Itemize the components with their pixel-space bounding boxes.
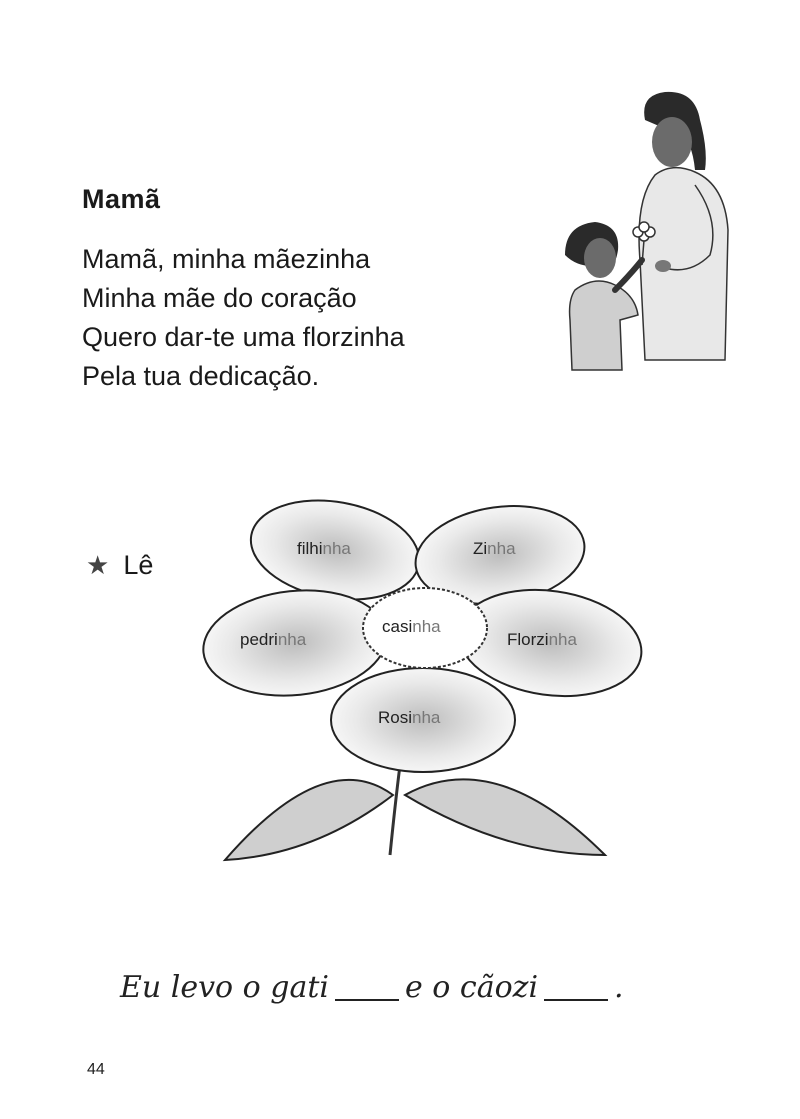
instruction-label: Lê: [123, 550, 154, 580]
leaf-left: [225, 780, 393, 860]
poem-text: [82, 240, 405, 396]
poem-line: Mamã, minha mãezinha: [82, 244, 371, 274]
poem-line: Minha mãe do coração: [82, 283, 357, 313]
petal-word: filhinha: [297, 539, 351, 558]
cursive-exercise: [120, 970, 720, 1030]
cursive-part-1: Eu levo o gati: [120, 970, 329, 1005]
word-flower: [195, 495, 655, 875]
poem-line: Pela tua dedicação.: [82, 361, 320, 391]
poem-line: Quero dar-te uma florzinha: [82, 322, 405, 352]
fill-blank-2[interactable]: [544, 975, 608, 1001]
mother-child-illustration: [560, 90, 740, 380]
fill-blank-1[interactable]: [335, 975, 399, 1001]
cursive-end: .: [614, 970, 624, 1005]
exercise-instruction: [86, 550, 153, 581]
star-icon: ★: [86, 550, 110, 580]
petal-word: Florzinha: [507, 630, 577, 649]
leaf-right: [405, 779, 605, 855]
petal-word: Zinha: [473, 539, 516, 558]
page-number: 44: [87, 1061, 105, 1078]
cursive-part-2: e o cãozi: [405, 970, 539, 1005]
poem-title: Mamã: [82, 184, 161, 214]
petal-word: Rosinha: [378, 708, 441, 727]
petal-word: casinha: [382, 617, 441, 636]
petal-word: pedrinha: [240, 630, 307, 649]
